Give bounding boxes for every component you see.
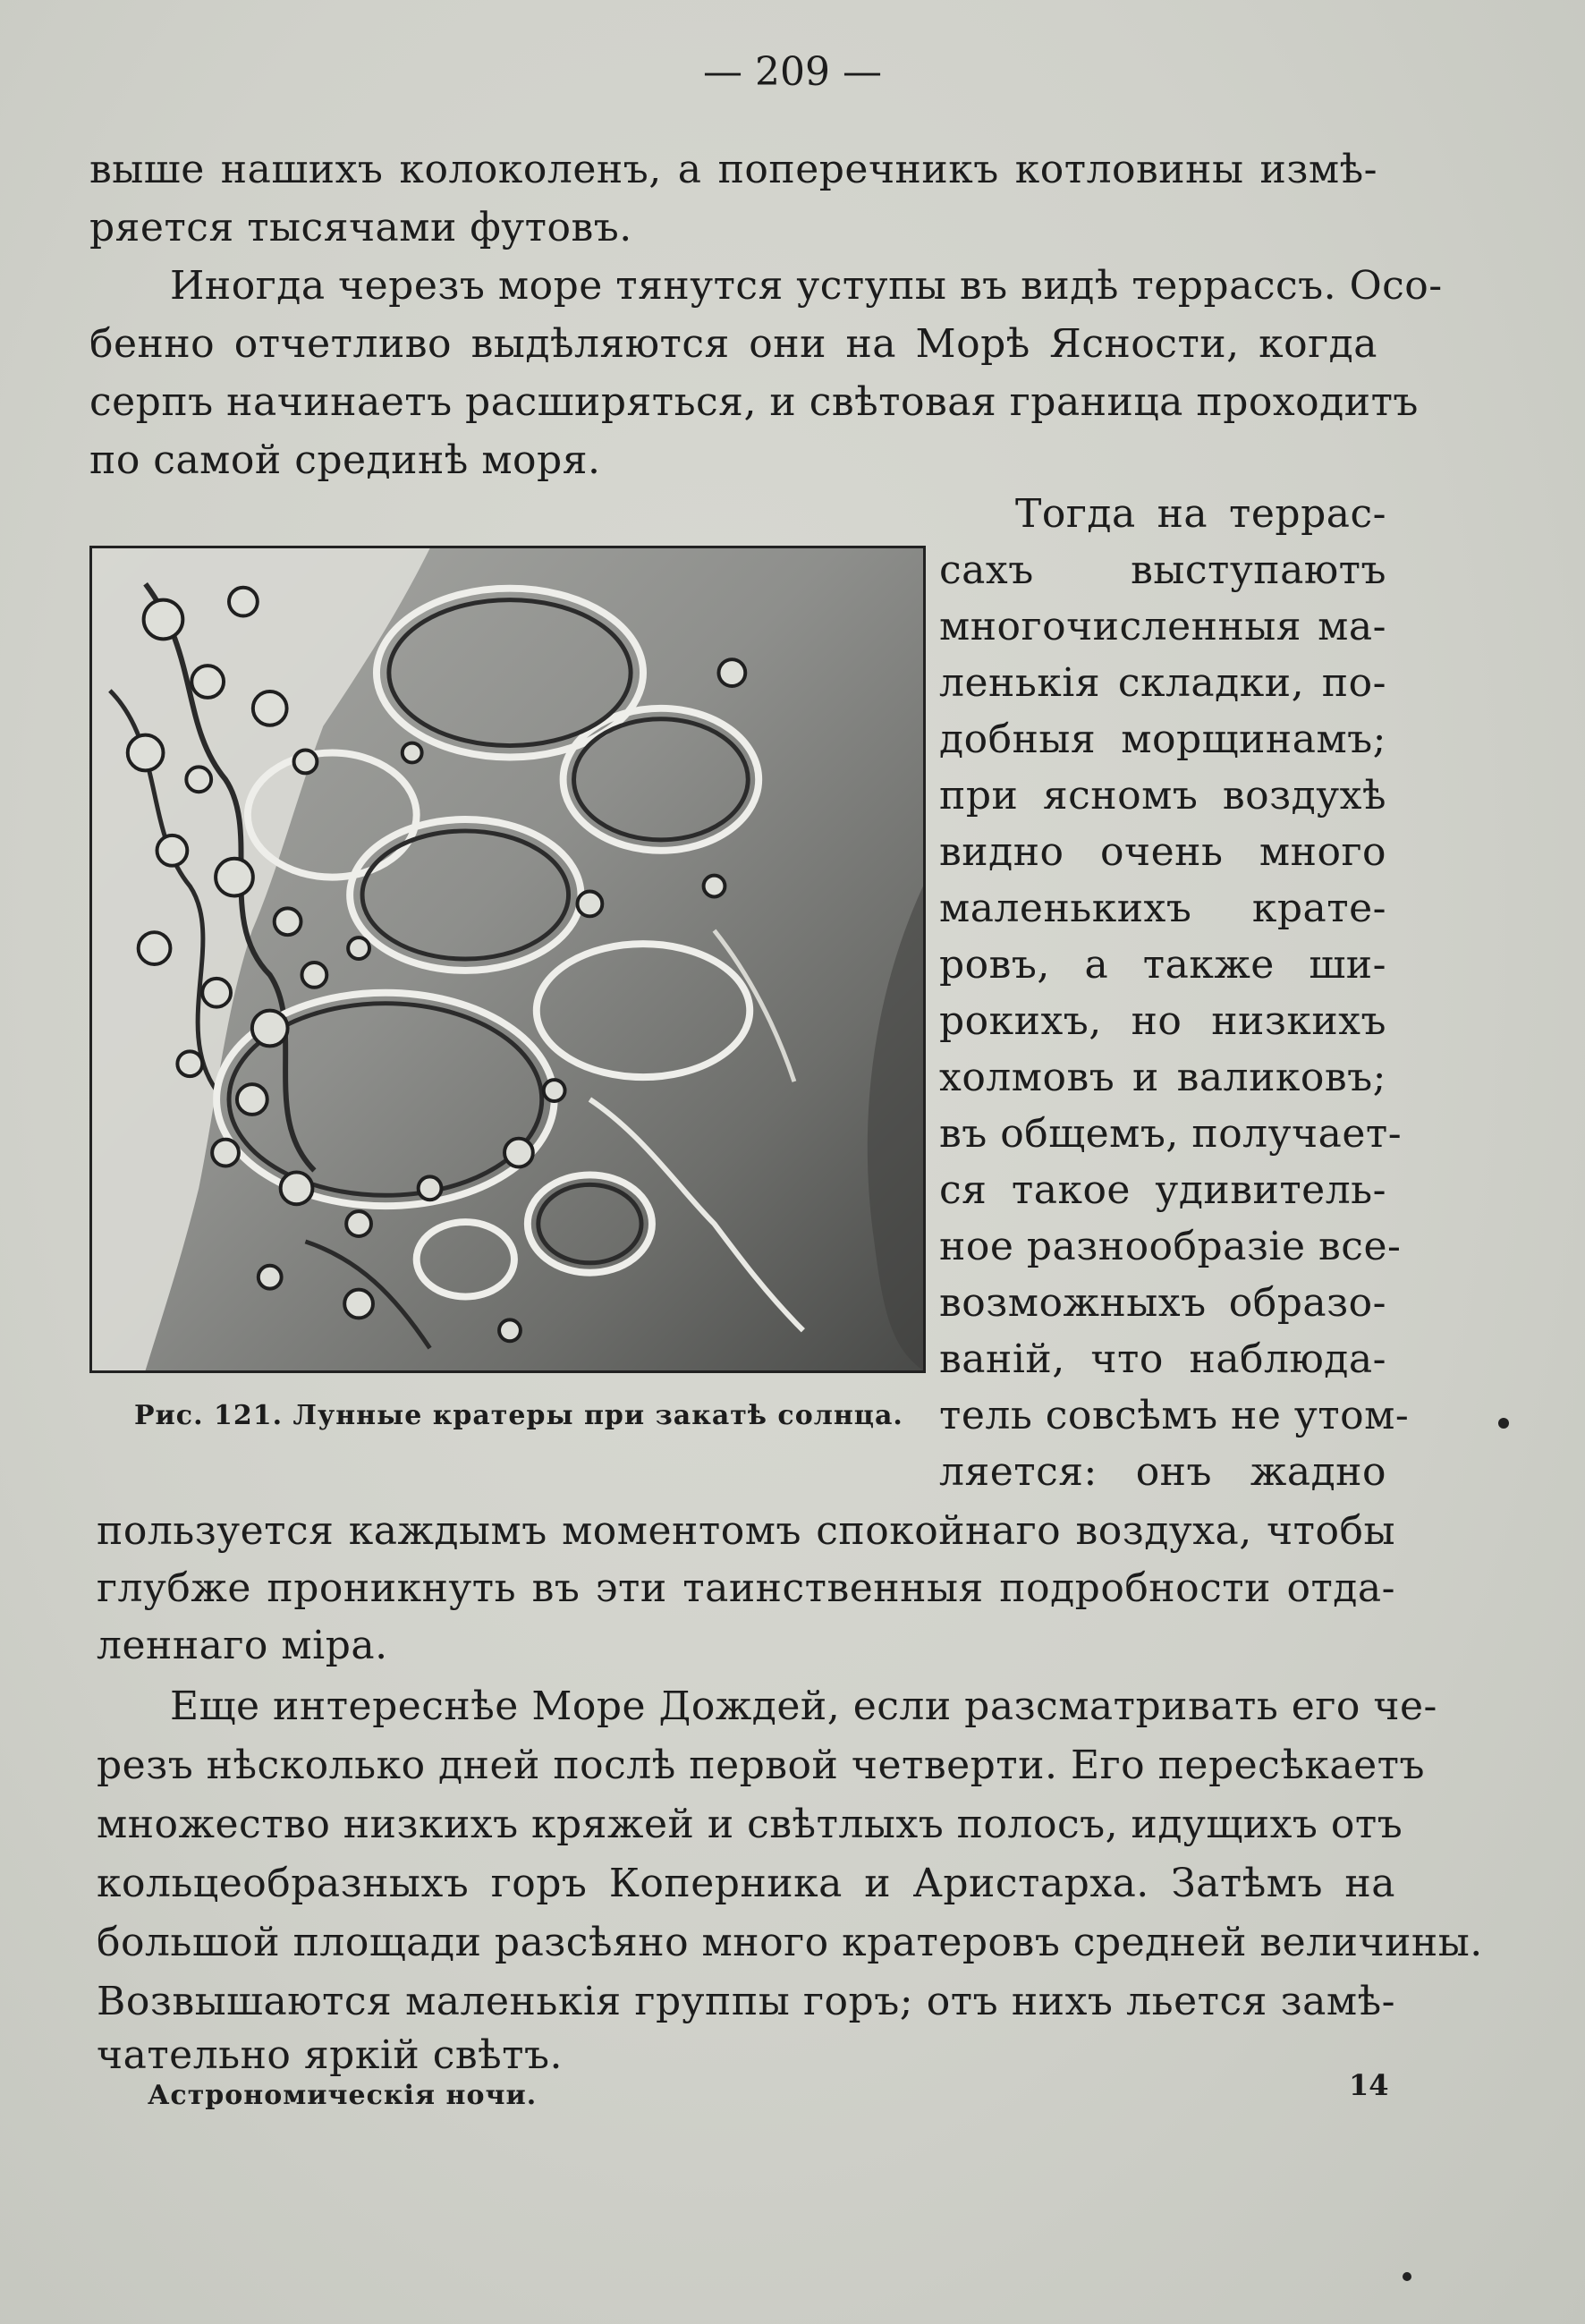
text-line: ваній, что наблюда- bbox=[939, 1336, 1386, 1382]
text-line: Еще интереснѣе Море Дождей, если разсматривать его че- bbox=[170, 1684, 1437, 1729]
text-line: пользуется каждымъ моментомъ спокойнаго воздуха, чтобы bbox=[97, 1508, 1395, 1554]
text-line: выше нашихъ колоколенъ, а поперечникъ котловины измѣ- bbox=[89, 147, 1377, 192]
paper-speck bbox=[1403, 2272, 1411, 2281]
text-line: бенно отчетливо выдѣляются они на Морѣ Ясности, когда bbox=[89, 321, 1377, 367]
text-line: серпъ начинаетъ расширяться, и свѣтовая граница проходитъ bbox=[89, 379, 1419, 425]
text-line: ляется: онъ жадно bbox=[939, 1449, 1386, 1495]
page-number: — 209 — bbox=[703, 49, 882, 95]
text-line: ное разнообразіе все- bbox=[939, 1224, 1402, 1269]
text-line: кольцеобразныхъ горъ Коперника и Аристарха. Затѣмъ на bbox=[97, 1861, 1395, 1906]
text-line: множество низкихъ кряжей и свѣтлыхъ полосъ, идущихъ отъ bbox=[97, 1802, 1403, 1847]
text-line: добныя морщинамъ; bbox=[939, 717, 1386, 762]
text-line: Возвышаются маленькія группы горъ; отъ нихъ льется замѣ- bbox=[97, 1979, 1395, 2024]
text-line: по самой срединѣ моря. bbox=[89, 437, 601, 483]
text-line: въ общемъ, получает- bbox=[939, 1111, 1403, 1157]
text-line: ся такое удивитель- bbox=[939, 1167, 1386, 1213]
text-line: возможныхъ образо- bbox=[939, 1280, 1386, 1326]
signature-number: 14 bbox=[1349, 2068, 1389, 2102]
text-line: леннаго міра. bbox=[97, 1623, 388, 1668]
book-title-footer: Астрономическія ночи. bbox=[148, 2080, 538, 2111]
text-line: ленькія складки, по- bbox=[939, 660, 1386, 706]
text-line: чательно яркій свѣтъ. bbox=[97, 2032, 563, 2078]
paper-speck bbox=[1498, 1418, 1509, 1429]
text-line: ряется тысячами футовъ. bbox=[89, 205, 632, 250]
figure-caption: Рис. 121. Лунные кратеры при закатѣ солнца. bbox=[134, 1400, 903, 1431]
text-line: тель совсѣмъ не утом- bbox=[939, 1393, 1410, 1438]
text-line: при ясномъ воздухѣ bbox=[939, 773, 1386, 818]
text-line: глубже проникнуть въ эти таинственныя подробности отда- bbox=[97, 1565, 1395, 1611]
text-line: резъ нѣсколько дней послѣ первой четверти. Его пересѣкаетъ bbox=[97, 1743, 1425, 1788]
text-line: маленькихъ крате- bbox=[939, 886, 1386, 931]
text-line: рокихъ, но низкихъ bbox=[939, 998, 1386, 1044]
text-line: Иногда черезъ море тянутся уступы въ видѣ террассъ. Осо- bbox=[170, 263, 1443, 309]
text-line: Тогда на террас- bbox=[1015, 491, 1386, 537]
text-line: большой площади разсѣяно много кратеровъ средней величины. bbox=[97, 1920, 1483, 1965]
text-line: многочисленныя ма- bbox=[939, 604, 1386, 649]
lunar-craters-illustration bbox=[92, 548, 923, 1370]
text-line: ровъ, а также ши- bbox=[939, 942, 1386, 988]
text-line: сахъ выступаютъ bbox=[939, 547, 1386, 593]
text-line: холмовъ и валиковъ; bbox=[939, 1055, 1386, 1100]
lunar-craters-figure bbox=[89, 546, 926, 1373]
text-line: видно очень много bbox=[939, 829, 1386, 875]
